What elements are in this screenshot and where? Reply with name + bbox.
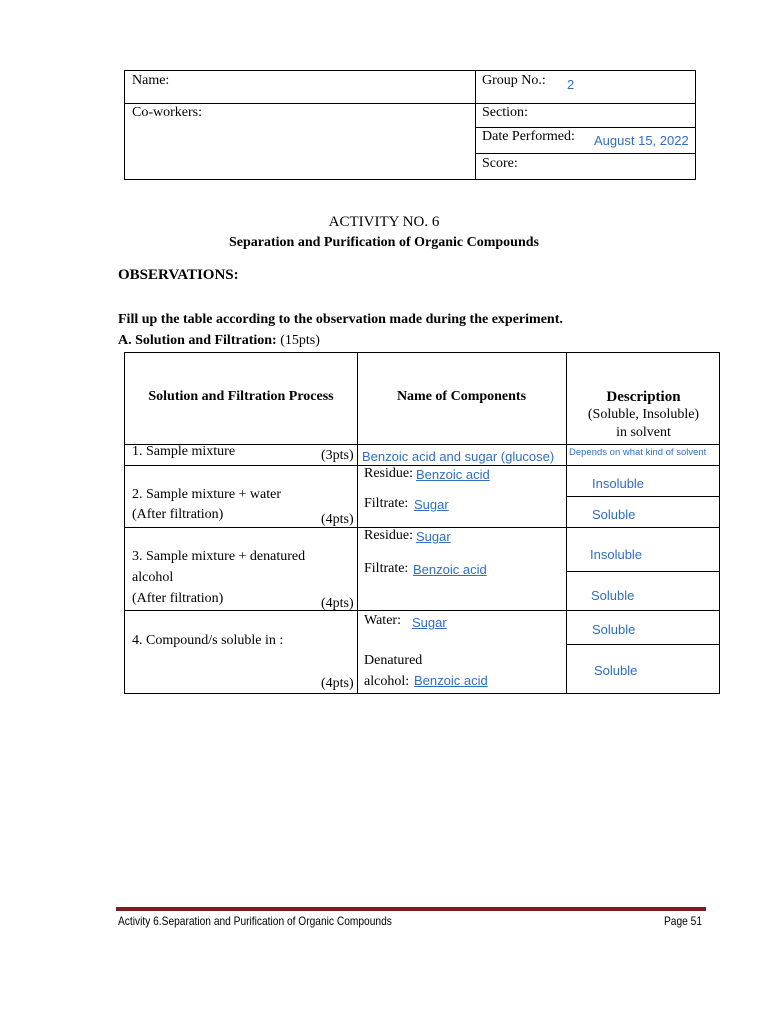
instruction-text: Fill up the table according to the observation made during the experiment. (118, 312, 563, 327)
row3-filtrate-label: Filtrate: (364, 561, 409, 576)
row4-process: 4. Compound/s soluble in : (132, 633, 284, 648)
date-value: August 15, 2022 (594, 133, 689, 148)
row2-filtrate-label: Filtrate: (364, 496, 409, 511)
group-value: 2 (567, 77, 575, 92)
row2-desc-residue: Insoluble (592, 476, 645, 491)
row4-alcohol-value: Benzoic acid (414, 673, 488, 688)
row4-desc-alcohol: Soluble (594, 663, 638, 678)
row3-process-line1: 3. Sample mixture + denatured (132, 549, 306, 564)
section-a-heading (118, 333, 320, 349)
header-process: Solution and Filtration Process (148, 389, 334, 404)
coworkers-label: Co-workers: (132, 105, 202, 120)
row1-process: 1. Sample mixture (132, 444, 236, 459)
section-label: Section: (482, 105, 528, 120)
row2-process-line1: 2. Sample mixture + water (132, 487, 282, 502)
section-a-label: A. Solution and Filtration: (118, 333, 277, 348)
footer-title: Activity 6.Separation and Purification of Organic Compounds (118, 914, 392, 928)
row4-alcohol-label1: Denatured (364, 653, 423, 668)
activity-title: ACTIVITY NO. 6 (328, 214, 440, 230)
row3-residue-value: Sugar (416, 529, 451, 544)
row1-description: Depends on what kind of solvent (569, 447, 707, 458)
row2-process-line2: (After filtration) (132, 507, 224, 522)
section-a-points: (15pts) (280, 333, 320, 348)
observations-heading: OBSERVATIONS: (118, 267, 239, 283)
row4-water-value: Sugar (412, 615, 447, 630)
footer-divider (116, 907, 706, 911)
row2-filtrate-value: Sugar (414, 497, 449, 512)
header-components: Name of Components (396, 389, 527, 404)
row3-process-line2: alcohol (132, 570, 174, 585)
row4-pts: (4pts) (321, 676, 354, 691)
header-description-sub2: in solvent (616, 425, 671, 440)
row4-water-label: Water: (364, 613, 401, 628)
row3-residue-label: Residue: (364, 528, 413, 543)
observation-table (124, 352, 720, 694)
row3-filtrate-value: Benzoic acid (413, 562, 487, 577)
row1-pts: (3pts) (321, 448, 354, 463)
name-label: Name: (132, 73, 170, 88)
header-description: Description (606, 389, 681, 405)
row3-desc-filtrate: Soluble (591, 588, 635, 603)
row3-desc-residue: Insoluble (590, 547, 643, 562)
row3-pts: (4pts) (321, 596, 354, 611)
row1-components: Benzoic acid and sugar (glucose) (362, 449, 555, 464)
row3-process-line3: (After filtration) (132, 591, 224, 606)
row2-pts: (4pts) (321, 512, 354, 527)
page-number: Page 51 (664, 914, 703, 928)
group-label: Group No.: (482, 73, 546, 88)
info-table (124, 70, 696, 180)
score-label: Score: (482, 156, 518, 171)
header-description-sub: (Soluble, Insoluble) (587, 407, 700, 422)
row2-residue-label: Residue: (364, 466, 413, 481)
row2-desc-filtrate: Soluble (592, 507, 636, 522)
row4-alcohol-label2: alcohol: (364, 674, 410, 689)
activity-subtitle: Separation and Purification of Organic Compounds (229, 235, 539, 250)
row2-residue-value: Benzoic acid (416, 467, 490, 482)
date-label: Date Performed: (482, 129, 575, 144)
row4-desc-water: Soluble (592, 622, 636, 637)
